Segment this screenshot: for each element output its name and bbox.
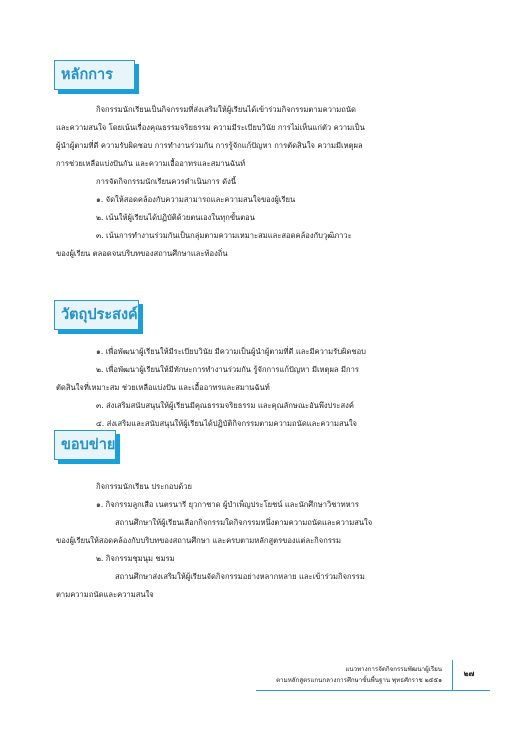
principles-line: ของผู้เรียน ตลอดจนบริบทของสถานศึกษาและท้องถิ่น	[56, 249, 228, 258]
principles-line: กิจกรรมนักเรียนเป็นกิจกรรมที่ส่งเสริมให้ผู้เรียนได้เข้าร่วมกิจกรรมตามความถนัด	[96, 105, 356, 114]
section-heading-scope: ขอบข่าย	[54, 430, 116, 460]
footer-title: แนวทางการจัดกิจกรรมพัฒนาผู้เรียน	[345, 666, 442, 673]
scope-line: ตามความถนัดและความสนใจ	[56, 590, 154, 599]
principles-line: ผู้นำผู้ตามที่ดี ความรับผิดชอบ การทำงานร่วมกัน การรู้จักแก้ปัญหา การตัดสินใจ ความมีเหตุผล	[56, 141, 363, 150]
objectives-list-item: ๓. ส่งเสริมสนับสนุนให้ผู้เรียนมีคุณธรรมจริยธรรม และคุณลักษณะอันพึงประสงค์	[96, 401, 354, 410]
principles-list-item: ๑. จัดให้สอดคล้องกับความสามารถและความสนใจของผู้เรียน	[96, 195, 296, 204]
scope-line: ของผู้เรียนให้สอดคล้องกับบริบทของสถานศึกษา และครบตามหลักสูตรของแต่ละกิจกรรม	[56, 536, 341, 545]
section-heading-principles: หลักการ	[54, 60, 135, 90]
scope-list-item: ๑. กิจกรรมลูกเสือ เนตรนารี ยุวกาชาด ผู้บำเพ็ญประโยชน์ และนักศึกษาวิชาทหาร	[96, 500, 360, 509]
scope-list-item: ๒. กิจกรรมชุมนุม ชมรม	[96, 554, 175, 563]
principles-line: การจัดกิจกรรมนักเรียนควรดำเนินการ ดังนี้	[96, 177, 237, 186]
objectives-line: ตัดสินใจที่เหมาะสม ช่วยเหลือแบ่งปัน และเอื้ออาทรและสมานฉันท์	[56, 383, 270, 392]
principles-list-item: ๓. เน้นการทำงานร่วมกันเป็นกลุ่มตามความเหมาะสมและสอดคล้องกับวุฒิภาวะ	[96, 231, 352, 240]
principles-line: และความสนใจ โดยเน้นเรื่องคุณธรรมจริยธรรม ความมีระเบียบวินัย การไม่เห็นแก่ตัว ความเป็น	[56, 123, 365, 132]
scope-line: สถานศึกษาส่งเสริมให้ผู้เรียนจัดกิจกรรมอย่างหลากหลาย และเข้าร่วมกิจกรรม	[115, 572, 365, 581]
footer-divider-vertical	[452, 660, 453, 690]
objectives-list-item: ๑. เพื่อพัฒนาผู้เรียนให้มีระเบียบวินัย มีความเป็นผู้นำผู้ตามที่ดี และมีความรับผิดชอบ	[96, 347, 366, 356]
page-number: ๒๗	[463, 669, 475, 678]
objectives-list-item: ๔. ส่งเสริมและสนับสนุนให้ผู้เรียนได้ปฏิบัติกิจกรรมตามความถนัดและความสนใจ	[96, 419, 357, 428]
scope-line: สถานศึกษาให้ผู้เรียนเลือกกิจกรรมใดกิจกรรมหนึ่งตามความถนัดและความสนใจ	[115, 518, 373, 527]
footer-rule	[256, 690, 490, 691]
principles-line: การช่วยเหลือแบ่งปันกัน และความเอื้ออาทรและสมานฉันท์	[56, 159, 246, 168]
footer-subtitle: ตามหลักสูตรแกนกลางการศึกษาขั้นพื้นฐาน พุทธศักราช ๒๕๕๑	[276, 677, 442, 684]
scope-line: กิจกรรมนักเรียน ประกอบด้วย	[96, 482, 192, 491]
objectives-list-item: ๒. เพื่อพัฒนาผู้เรียนให้มีทักษะการทำงานร่วมกัน รู้จักการแก้ปัญหา มีเหตุผล มีการ	[96, 365, 359, 374]
principles-list-item: ๒. เน้นให้ผู้เรียนได้ปฏิบัติด้วยตนเองในทุกขั้นตอน	[96, 213, 255, 222]
section-heading-objectives: วัตถุประสงค์	[54, 300, 139, 330]
